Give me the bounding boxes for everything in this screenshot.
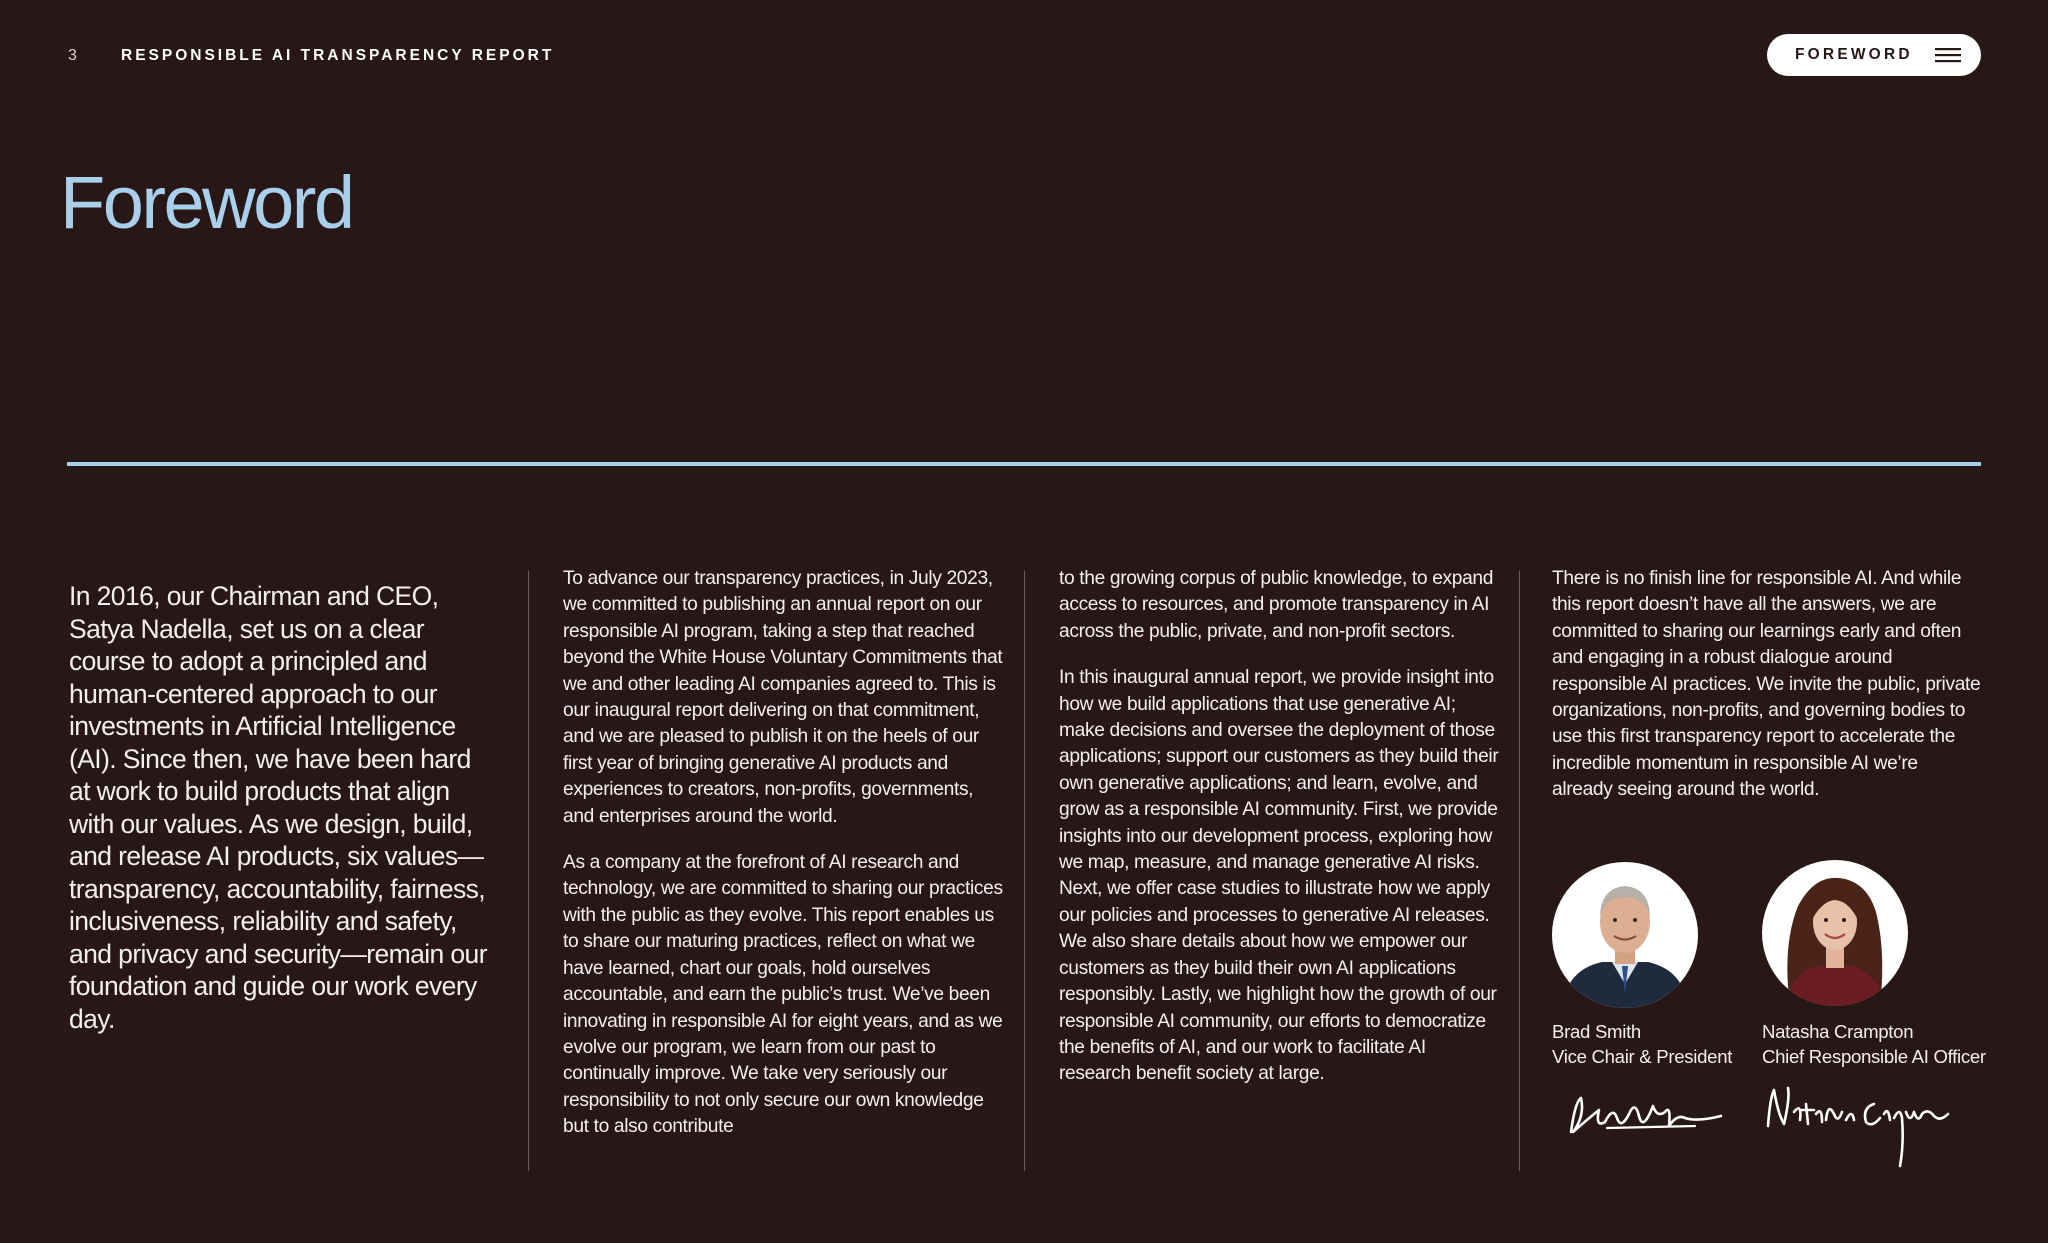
body-paragraph: to the growing corpus of public knowledge, to expand access to resources, and promote transparency in AI across the public, private, and non-profit sectors. [1059,568,1494,642]
intro-statement: In 2016, our Chairman and CEO, Satya Nadella, set us on a clear course to adopt a principled and human-centered approach to our investments in Artificial Intelligence (AI). Since then, we have been hard at work to build products that align with our values. As we design, build, and release AI products, six values—transparency, accountability, fairness, inclusiveness, reliability and safety, and privacy and security—remain our foundation and guide our work every day. [69,581,487,1034]
body-paragraph: To advance our transparency practices, in July 2023, we committed to publishing an annual report on our responsible AI program, taking a step that reached beyond the White House Voluntary Commitments that we and other leading AI companies agreed to. This is our inaugural report delivering on that commitment, and we are pleased to publish it on the heels of our first year of bringing generative AI products and experiences to creators, non-profits, governments, and enterprises around the world. [563,568,1003,827]
section-divider-rule [67,462,1981,466]
signatory-name: Natasha Crampton [1762,1021,1914,1042]
signatory-name: Brad Smith [1552,1021,1641,1042]
body-paragraph: In this inaugural annual report, we provide insight into how we build applications that use generative AI; make decisions and oversee the deployment of those applications; support our customers as they build their own generative applications; and learn, evolve, and grow as a responsible AI community. First, we provide insights into our development process, exploring how we map, measure, and manage generative AI risks. Next, we offer case studies to illustrate how we apply our policies and processes to generative AI releases. We also share details about how we empower our customers as they build their own AI applications responsibly. Lastly, we highlight how the growth of our responsible AI community, our efforts to democratize the benefits of AI, and our work to facilitate AI research benefit society at large. [1059,667,1499,1085]
body-column-1 [563,566,1003,1161]
signature-natasha-crampton [1762,1084,1952,1170]
signature-brad-smith [1565,1088,1725,1140]
portrait-brad-smith [1552,862,1698,1008]
menu-icon[interactable] [1935,47,1961,63]
body-paragraph: There is no finish line for responsible AI. And while this report doesn’t have all the answers, we are committed to sharing our learnings early and often and engaging in a robust dialogue around responsible AI practices. We invite the public, private organizations, non-profits, and governing bodies to use this first transparency report to accelerate the incredible momentum in responsible AI we’re already seeing around the world. [1552,568,1981,801]
signatory-title: Vice Chair & President [1552,1046,1733,1067]
section-nav-button[interactable] [1767,34,1981,76]
body-column-3 [1552,566,1982,824]
column-divider [528,571,529,1171]
page-heading: Foreword [60,161,353,244]
signatory-title: Chief Responsible AI Officer [1762,1046,1986,1067]
body-paragraph: As a company at the forefront of AI research and technology, we are committed to sharing our practices with the public as they evolve. This report enables us to share our maturing practices, reflect on what we have learned, chart our goals, hold ourselves accountable, and earn the public’s trust. We’ve been innovating in responsible AI for eight years, and as we evolve our program, we learn from our past to continually improve. We take very seriously our responsibility to not only secure our own knowledge but to also contribute [563,852,1003,1138]
report-title: RESPONSIBLE AI TRANSPARENCY REPORT [121,47,555,64]
section-nav-label: FOREWORD [1795,46,1913,63]
portrait-natasha-crampton [1762,860,1908,1006]
page-number: 3 [68,47,78,64]
column-divider [1519,571,1520,1171]
column-divider [1024,571,1025,1171]
body-column-2 [1059,566,1499,1108]
